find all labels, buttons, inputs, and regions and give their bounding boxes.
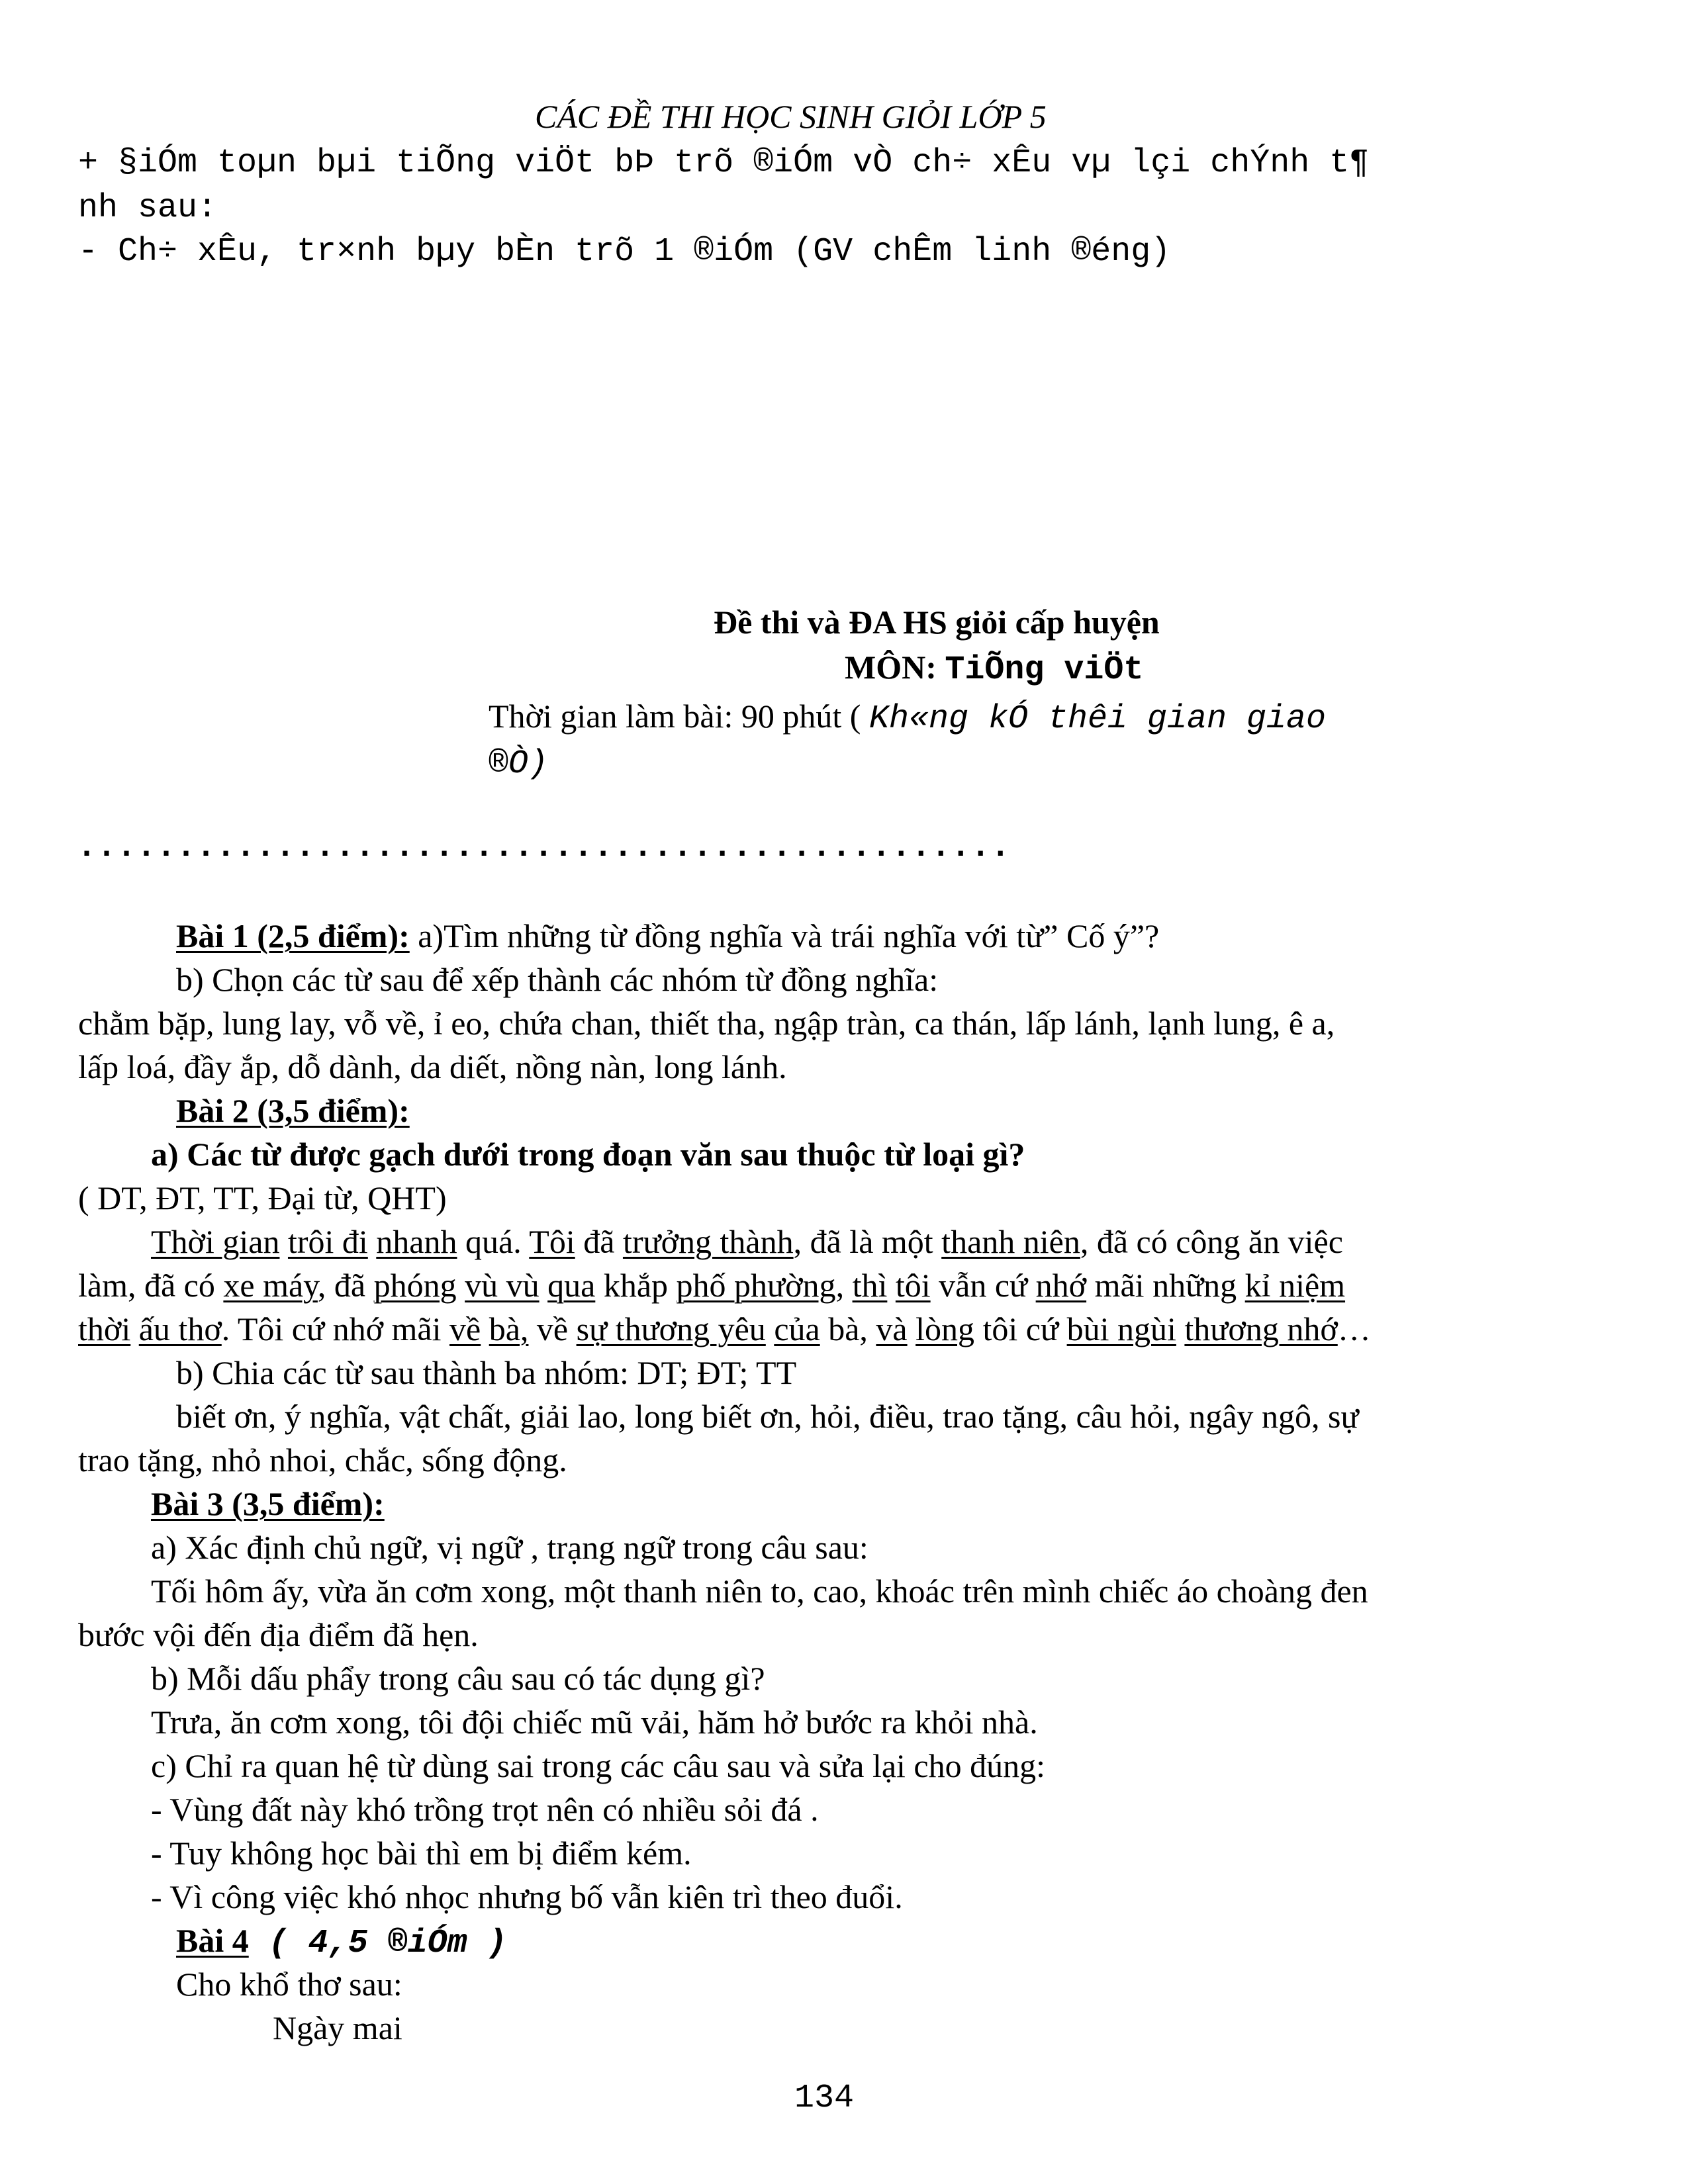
bai3-question-a: a) Xác định chủ ngữ, vị ngữ , trạng ngữ trong câu sau:: [151, 1529, 868, 1566]
dotted-separator: ...............................................: [77, 829, 1011, 866]
bai4-points: ( 4,5 ®iÓm ): [248, 1925, 507, 1962]
bai4-title: Bài 4: [176, 1922, 249, 1959]
grading-note-line-3: - Ch÷ xÊu, tr×nh bµy bÈn trõ 1 ®iÓm (GV chÊm linh ®éng): [78, 233, 1171, 271]
bai1-question-b: b) Chọn các từ sau để xếp thành các nhóm từ đồng nghĩa:: [176, 961, 939, 998]
bai2-words-line-2: trao tặng, nhỏ nhoi, chắc, sống động.: [78, 1441, 567, 1479]
subject-value: TiÕng viÖt: [945, 651, 1144, 689]
time-label: Thời gian làm bài: 90 phút (: [489, 698, 869, 735]
bai2-question-a: a) Các từ được gạch dưới trong đoạn văn sau thuộc từ loại gì?: [151, 1136, 1025, 1173]
bai2-word-types: ( DT, ĐT, TT, Đại từ, QHT): [78, 1179, 447, 1216]
bai2-passage-line-2: làm, đã có xe máy, đã phóng vù vù qua khắp phố phường, thì tôi vẫn cứ nhớ mãi những kỉ niệm: [78, 1267, 1346, 1304]
bai2-passage-line-3: thời ấu thơ. Tôi cứ nhớ mãi về bà, về sự thương yêu của bà, và lòng tôi cứ bùi ngùi thương nhớ…: [78, 1310, 1371, 1347]
bai3-c-item-1: - Vùng đất này khó trồng trọt nên có nhiều sỏi đá .: [151, 1791, 819, 1828]
bai4-heading: [176, 1922, 507, 1963]
bai3-c-item-3: - Vì công việc khó nhọc nhưng bố vẫn kiên trì theo đuổi.: [151, 1878, 903, 1915]
bai3-sentence-line-2: bước vội đến địa điểm đã hẹn.: [78, 1616, 479, 1653]
exam-time: [489, 698, 1326, 739]
bai2-question-b: b) Chia các từ sau thành ba nhóm: DT; ĐT; TT: [176, 1354, 797, 1391]
time-note: Kh«ng kÓ thêi gian giao: [868, 700, 1327, 738]
bai4-intro: Cho khổ thơ sau:: [176, 1966, 402, 2003]
exam-title: Đề thi và ĐA HS giỏi cấp huyện: [714, 604, 1160, 641]
bai1-words-line-2: lấp loá, đầy ắp, dỗ dành, da diết, nồng nàn, long lánh.: [78, 1048, 787, 1085]
grading-note-line-1: + §iÓm toµn bµi tiÕng viÖt bÞ trõ ®iÓm vÒ ch÷ xÊu vµ lçi chÝnh t¶: [78, 144, 1370, 182]
bai1-question-a: Bài 1 (2,5 điểm): a)Tìm những từ đồng nghĩa và trái nghĩa với từ” Cố ý”?: [176, 917, 1160, 954]
bai2-passage-line-1: Thời gian trôi đi nhanh quá. Tôi đã trưởng thành, đã là một thanh niên, đã có công ăn việc: [151, 1223, 1343, 1260]
bai2-title: Bài 2 (3,5 điểm):: [176, 1092, 410, 1129]
page-number: 134: [794, 2079, 855, 2117]
bai1-title: Bài 1 (2,5 điểm):: [176, 917, 410, 954]
subject-label: MÔN:: [845, 649, 945, 686]
bai3-question-c: c) Chỉ ra quan hệ từ dùng sai trong các câu sau và sửa lại cho đúng:: [151, 1747, 1046, 1784]
grading-note-line-2: nh sau:: [78, 189, 218, 227]
bai3-c-item-2: - Tuy không học bài thì em bị điểm kém.: [151, 1835, 692, 1872]
bai3-sentence-b: Trưa, ăn cơm xong, tôi đội chiếc mũ vải, hăm hở bước ra khỏi nhà.: [151, 1704, 1038, 1741]
bai1-words-line-1: chằm bặp, lung lay, vỗ về, ỉ eo, chứa chan, thiết tha, ngập tràn, ca thán, lấp lánh, lạnh lung, ê a,: [78, 1005, 1335, 1042]
bai3-question-b: b) Mỗi dấu phẩy trong câu sau có tác dụng gì?: [151, 1660, 765, 1697]
bai2-words-line-1: biết ơn, ý nghĩa, vật chất, giải lao, long biết ơn, hỏi, điều, trao tặng, câu hỏi, ngây ngô, sự: [176, 1398, 1359, 1435]
time-note-continued: ®Ò): [489, 745, 549, 783]
bai3-sentence-line-1: Tối hôm ấy, vừa ăn cơm xong, một thanh niên to, cao, khoác trên mình chiếc áo choàng đen: [151, 1572, 1368, 1610]
bai4-poem-line-1: Ngày mai: [273, 2009, 402, 2046]
exam-subject: [845, 649, 1143, 690]
bai3-title: Bài 3 (3,5 điểm):: [151, 1485, 385, 1522]
running-header: CÁC ĐỀ THI HỌC SINH GIỎI LỚP 5: [535, 98, 1047, 135]
